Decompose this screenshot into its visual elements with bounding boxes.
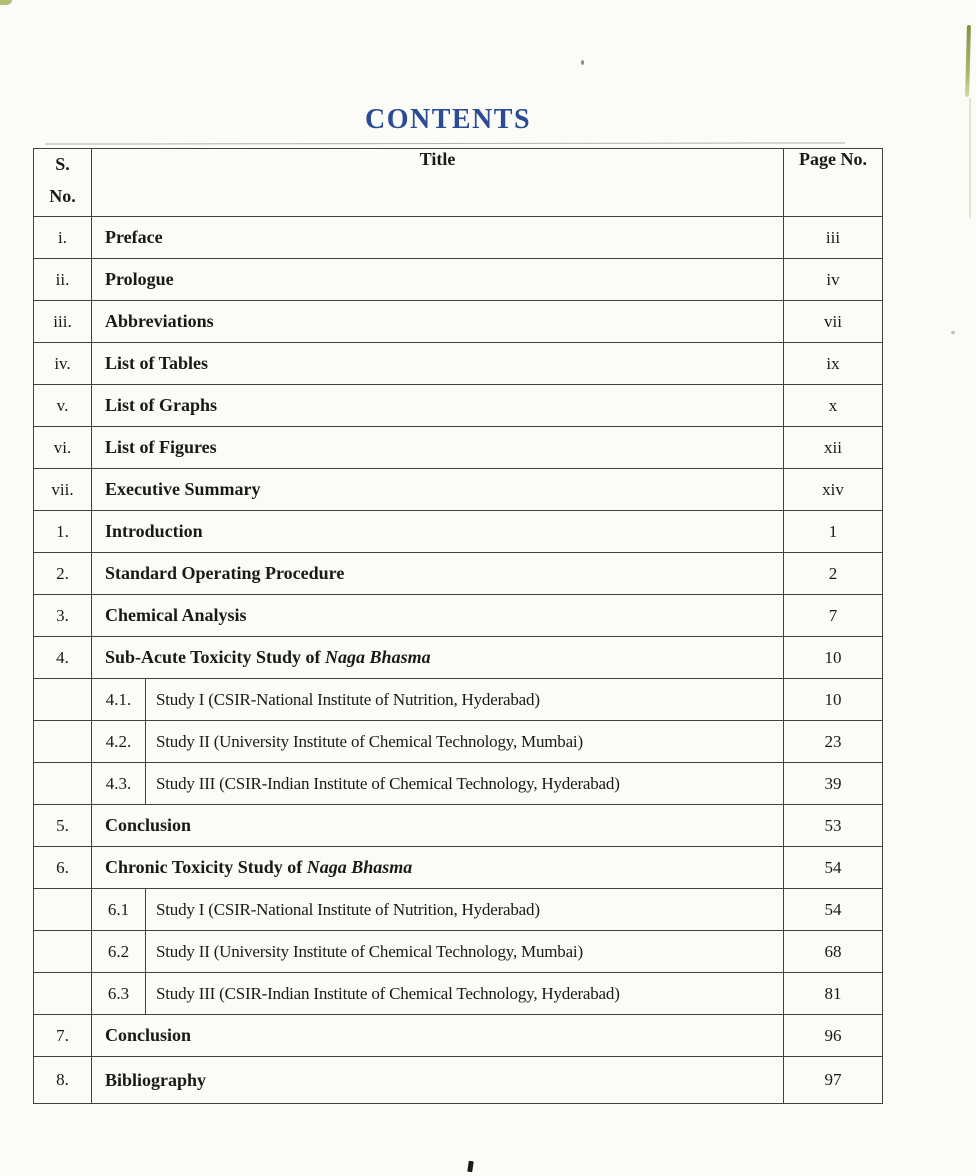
page-title: CONTENTS: [364, 104, 532, 135]
row-title-text: Sub-Acute Toxicity Study of: [105, 647, 326, 667]
row-page: 1: [784, 511, 883, 553]
row-page: 54: [784, 889, 883, 931]
row-title-italic-text: Naga Bhasma: [325, 647, 431, 667]
row-title-text: Preface: [105, 227, 163, 247]
row-serial: v.: [34, 385, 92, 427]
row-page: ix: [784, 343, 883, 385]
row-title-italic-text: Naga Bhasma: [306, 857, 413, 877]
row-title: [92, 1057, 784, 1104]
header-serial-number: [34, 149, 92, 217]
row-page: 97: [784, 1057, 883, 1104]
row-title: [92, 427, 784, 469]
scan-artifact-dot-right: [951, 331, 955, 334]
row-title: [92, 385, 784, 427]
row-serial-empty: [34, 679, 92, 721]
row-title: Study III (CSIR-Indian Institute of Chemical Technology, Hyderabad): [146, 763, 784, 805]
row-title-text: Chemical Analysis: [105, 605, 247, 625]
row-title-text: Executive Summary: [105, 479, 261, 499]
row-page: xiv: [784, 469, 883, 511]
row-title-text: List of Figures: [105, 437, 217, 457]
header-row: [34, 149, 883, 217]
toc-row: [34, 427, 883, 469]
row-serial: 5.: [34, 805, 92, 847]
row-page: 23: [784, 721, 883, 763]
toc-sub-row: [34, 763, 883, 805]
row-page: 7: [784, 595, 883, 637]
toc-row: [34, 847, 883, 889]
scan-artifact-corner-speck: [0, 0, 12, 5]
toc-sub-row: [34, 889, 883, 931]
header-title: Title: [92, 149, 784, 217]
row-page: 81: [784, 973, 883, 1015]
row-title: [92, 805, 784, 847]
row-page: 10: [784, 679, 883, 721]
row-serial: vi.: [34, 427, 92, 469]
row-serial: 1.: [34, 511, 92, 553]
row-serial-empty: [34, 721, 92, 763]
row-title-text: Conclusion: [105, 1025, 192, 1045]
row-page: 53: [784, 805, 883, 847]
row-serial: i.: [34, 217, 92, 259]
row-page: x: [784, 385, 883, 427]
scan-artifact-bottom-mark: [467, 1161, 473, 1173]
row-page: 54: [784, 847, 883, 889]
row-page: 2: [784, 553, 883, 595]
row-page: 39: [784, 763, 883, 805]
row-serial: iii.: [34, 301, 92, 343]
row-serial: ii.: [34, 259, 92, 301]
row-title: [92, 553, 784, 595]
header-serial-line2: No.: [49, 185, 76, 206]
row-page: vii: [784, 301, 883, 343]
row-serial: 2.: [34, 553, 92, 595]
scan-artifact-dot-top: [581, 60, 584, 65]
row-title: [92, 343, 784, 385]
row-title-text: Standard Operating Procedure: [105, 563, 345, 583]
toc-sub-row: [34, 931, 883, 973]
row-sub-serial: 4.1.: [92, 679, 146, 721]
row-title: [92, 1015, 784, 1057]
row-sub-serial: 6.3: [92, 973, 146, 1015]
toc-row: [34, 469, 883, 511]
row-serial-empty: [34, 973, 92, 1015]
row-page: 68: [784, 931, 883, 973]
row-page: iii: [784, 217, 883, 259]
row-serial: 7.: [34, 1015, 92, 1057]
row-title-text: Conclusion: [105, 815, 192, 835]
row-page: 10: [784, 637, 883, 679]
row-title-text: Abbreviations: [105, 311, 214, 331]
toc-row: [34, 217, 883, 259]
toc-row: [34, 637, 883, 679]
toc-sub-row: [34, 973, 883, 1015]
toc-row: [34, 511, 883, 553]
row-serial-empty: [34, 889, 92, 931]
row-serial: 8.: [34, 1057, 92, 1104]
row-title: Study I (CSIR-National Institute of Nutrition, Hyderabad): [146, 679, 784, 721]
row-page: xii: [784, 427, 883, 469]
row-title: Study I (CSIR-National Institute of Nutrition, Hyderabad): [146, 889, 784, 931]
toc-sub-row: [34, 721, 883, 763]
toc-row: [34, 595, 883, 637]
row-serial: 6.: [34, 847, 92, 889]
toc-row: [34, 385, 883, 427]
toc-sub-row: [34, 679, 883, 721]
toc-row: [34, 259, 883, 301]
row-title-text: List of Tables: [105, 353, 209, 373]
row-serial: 3.: [34, 595, 92, 637]
row-title-text: List of Graphs: [105, 395, 218, 415]
row-title: Study III (CSIR-Indian Institute of Chemical Technology, Hyderabad): [146, 973, 784, 1015]
row-sub-serial: 4.2.: [92, 721, 146, 763]
row-title: [92, 469, 784, 511]
row-serial: 4.: [34, 637, 92, 679]
row-title: [92, 637, 784, 679]
row-title: [92, 595, 784, 637]
row-serial-empty: [34, 931, 92, 973]
row-serial: vii.: [34, 469, 92, 511]
row-title: [92, 301, 784, 343]
toc-row: [34, 805, 883, 847]
toc-row: [34, 553, 883, 595]
row-title: Study II (University Institute of Chemical Technology, Mumbai): [146, 931, 784, 973]
row-sub-serial: 6.2: [92, 931, 146, 973]
contents-table: [33, 148, 883, 1104]
scan-artifact-double-topline: [45, 142, 845, 144]
row-sub-serial: 6.1: [92, 889, 146, 931]
row-page: 96: [784, 1015, 883, 1057]
row-title: [92, 847, 784, 889]
row-title: Study II (University Institute of Chemical Technology, Mumbai): [146, 721, 784, 763]
toc-row: [34, 343, 883, 385]
toc-row: [34, 301, 883, 343]
row-title-text: Introduction: [105, 521, 203, 541]
row-sub-serial: 4.3.: [92, 763, 146, 805]
row-title-text: Bibliography: [105, 1069, 207, 1090]
header-page-number: Page No.: [784, 149, 883, 217]
row-title: [92, 217, 784, 259]
row-title: [92, 259, 784, 301]
row-page: iv: [784, 259, 883, 301]
scan-artifact-green-line-faint: [969, 98, 971, 218]
row-title-text: Chronic Toxicity Study of: [105, 857, 307, 877]
scan-artifact-green-line: [965, 25, 971, 97]
row-title-text: Prologue: [105, 269, 174, 289]
row-serial: iv.: [34, 343, 92, 385]
toc-row: [34, 1015, 883, 1057]
row-title: [92, 511, 784, 553]
row-serial-empty: [34, 763, 92, 805]
header-serial-line1: S.: [55, 154, 70, 174]
toc-row: [34, 1057, 883, 1104]
